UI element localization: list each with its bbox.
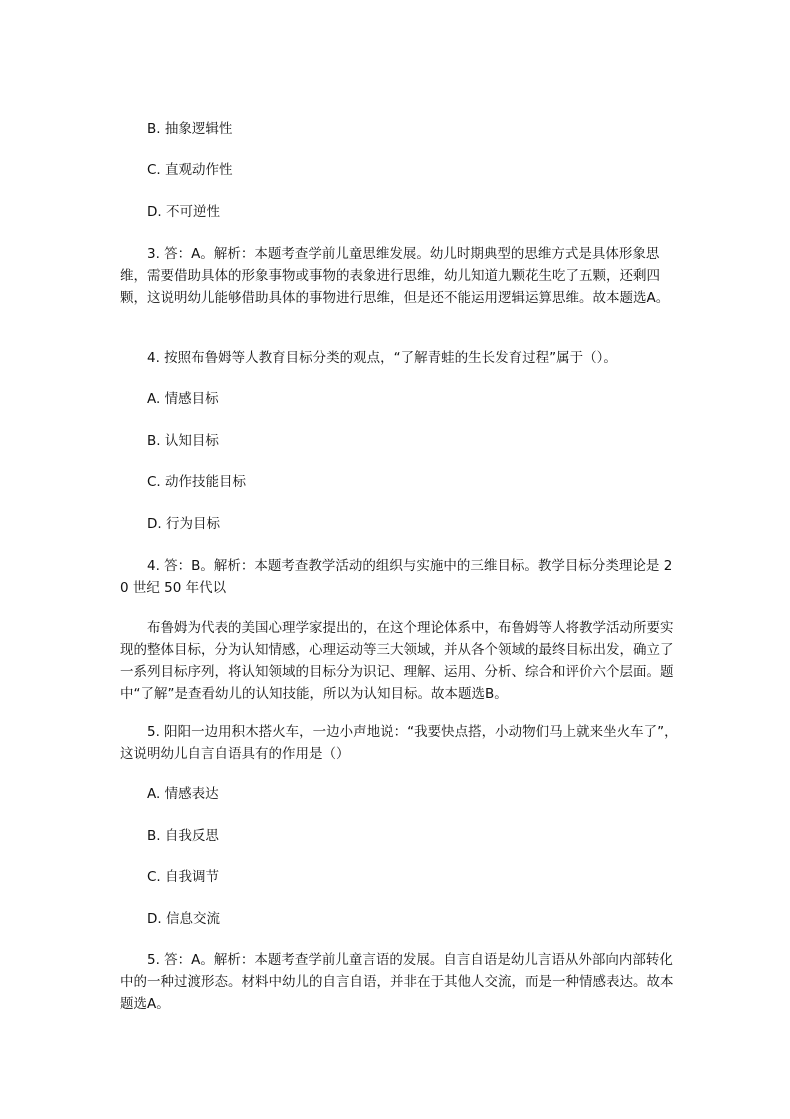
q5-option-b: B. 自我反思 <box>147 828 219 844</box>
q4-question-stem: 4. 按照布鲁姆等人教育目标分类的观点，“了解青蛙的生长发育过程”属于（）。 <box>147 350 617 366</box>
q2-option-c: C. 直观动作性 <box>147 162 233 178</box>
q5-answer-paragraph: 5. 答：A。解析：本题考查学前儿童言语的发展。自言自语是幼儿言语从外部向内部转化中的一种过渡形态。材料中幼儿的自言自语，并非在于其他人交流，而是一种情感表达。故本题选A。 <box>120 952 674 1012</box>
q4-option-b: B. 认知目标 <box>147 433 219 449</box>
q5-question-stem: 5. 阳阳一边用积木搭火车，一边小声地说：“我要快点搭，小动物们马上就来坐火车了”，这说明幼儿自言自语具有的作用是（） <box>120 724 678 762</box>
q4-option-c: C. 动作技能目标 <box>147 474 247 490</box>
q4-answer-paragraph-part1: 4. 答：B。解析：本题考查教学活动的组织与实施中的三维目标。教学目标分类理论是 20 世纪 50 年代以 <box>120 558 673 596</box>
q4-option-d: D. 行为目标 <box>147 516 220 532</box>
q5-option-a: A. 情感表达 <box>147 786 219 802</box>
q2-option-b: B. 抽象逻辑性 <box>147 121 233 137</box>
q4-answer-paragraph-part2: 布鲁姆为代表的美国心理学家提出的，在这个理论体系中，布鲁姆等人将教学活动所要实现的整体目标，分为认知情感，心理运动等三大领域，并从各个领域的最终目标出发，确立了一系列目标序列，将认知领域的目标分为识记、理解、运用、分析、综合和评价六个层面。题中“了解”是查看幼儿的认知技能，所以为认知目标。故本题选B。 <box>120 620 674 702</box>
q2-option-d: D. 不可逆性 <box>147 204 220 220</box>
q4-option-a: A. 情感目标 <box>147 391 219 407</box>
q5-option-c: C. 自我调节 <box>147 869 220 885</box>
q5-option-d: D. 信息交流 <box>147 911 220 927</box>
q3-answer-paragraph: 3. 答：A。解析：本题考查学前儿童思维发展。幼儿时期典型的思维方式是具体形象思维，需要借助具体的形象事物或事物的表象进行思维，幼儿知道九颗花生吃了五颗，还剩四颗，这说明幼儿能够借助具体的事物进行思维，但是还不能运用逻辑运算思维。故本题选A。 <box>120 246 670 306</box>
